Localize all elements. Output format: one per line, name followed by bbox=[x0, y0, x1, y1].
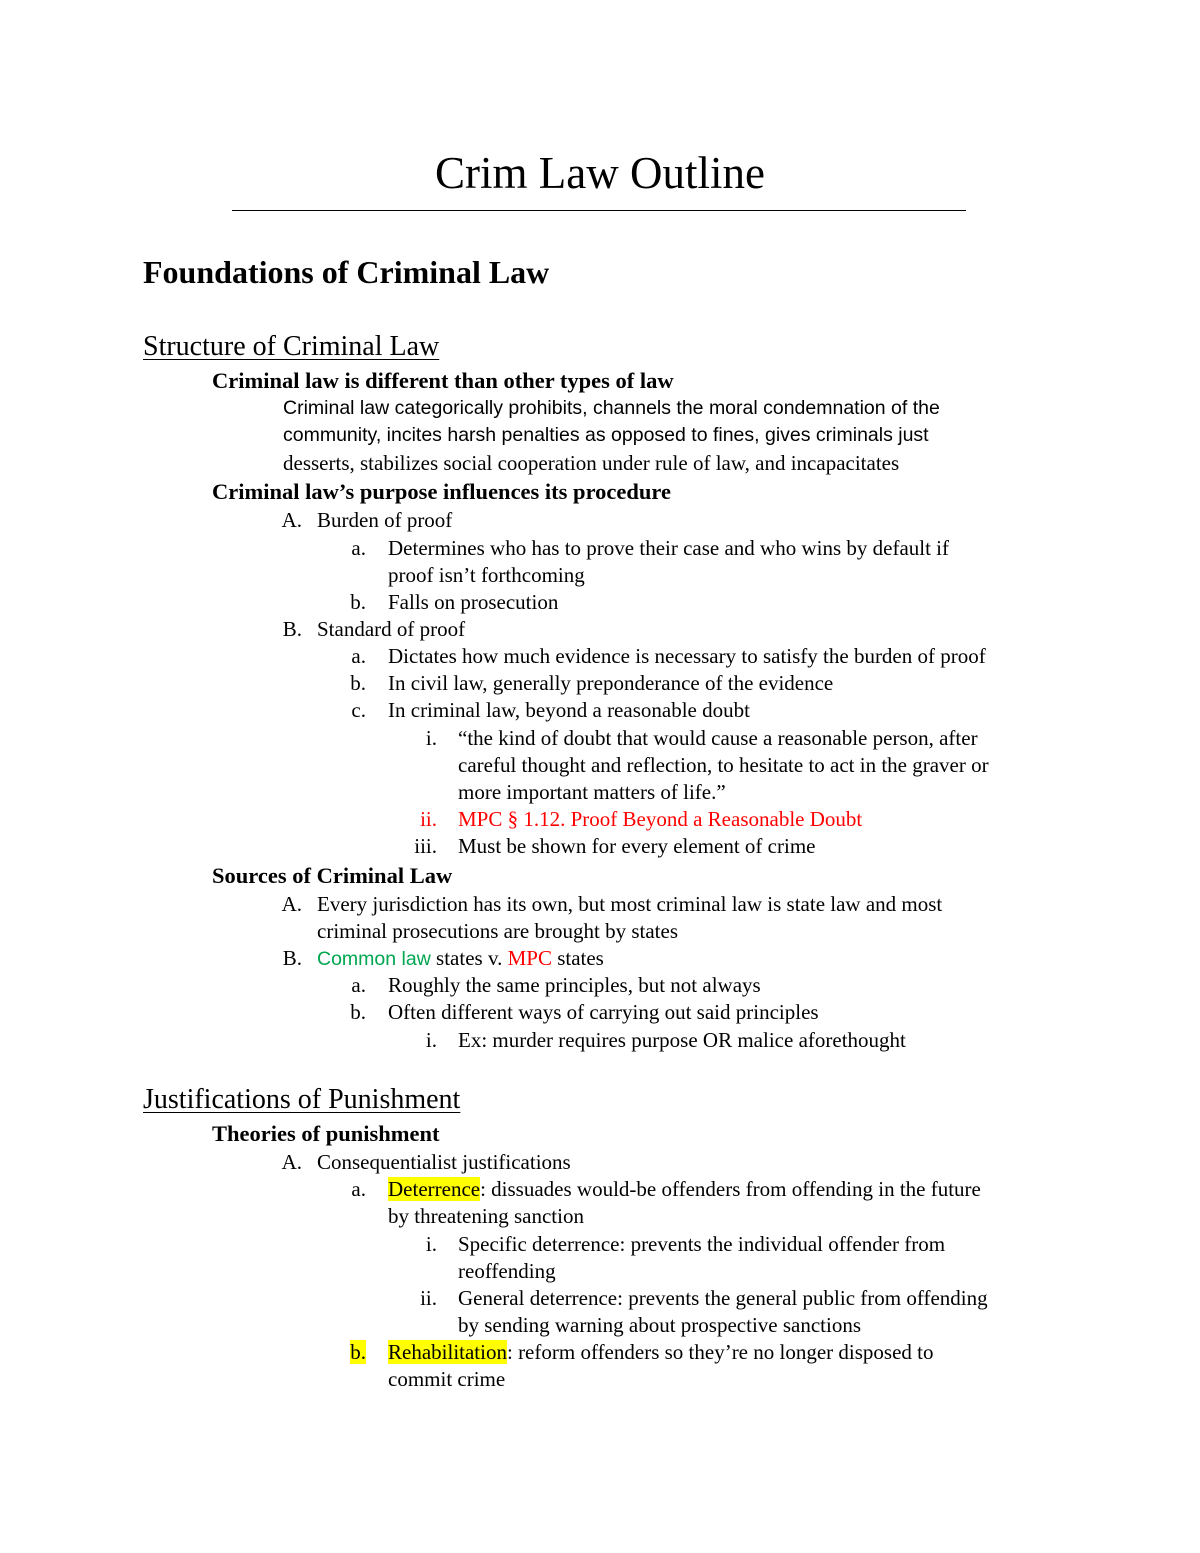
document-title: Crim Law Outline bbox=[435, 148, 765, 198]
list-item: Falls on prosecution bbox=[388, 590, 559, 614]
highlighted-term: Rehabilitation bbox=[388, 1340, 507, 1364]
list-item: Often different ways of carrying out said principles bbox=[388, 1000, 819, 1024]
list-item-continuation: criminal prosecutions are brought by states bbox=[317, 919, 678, 943]
list-item: Dictates how much evidence is necessary to satisfy the burden of proof bbox=[388, 644, 986, 668]
list-item-mpc-reference: MPC § 1.12. Proof Beyond a Reasonable Doubt bbox=[458, 807, 863, 831]
list-marker bbox=[326, 1339, 366, 1366]
list-item: In civil law, generally preponderance of the evidence bbox=[388, 671, 834, 695]
list-marker: b. bbox=[350, 1000, 366, 1024]
title-divider bbox=[232, 210, 966, 211]
list-marker: b. bbox=[350, 671, 366, 695]
list-marker: b. bbox=[350, 590, 366, 614]
list-item-continuation: more important matters of life.” bbox=[458, 780, 726, 804]
list-item-continuation: by sending warning about prospective sanctions bbox=[458, 1313, 861, 1337]
list-item: In criminal law, beyond a reasonable doubt bbox=[388, 698, 750, 722]
section-heading-foundations: Foundations of Criminal Law bbox=[143, 254, 550, 290]
definition-text: : dissuades would-be offenders from offending in the future bbox=[480, 1177, 981, 1201]
list-marker: a. bbox=[351, 536, 366, 560]
connector-text: states bbox=[551, 946, 604, 970]
list-marker: A. bbox=[281, 892, 302, 916]
highlighted-marker: b. bbox=[350, 1340, 366, 1364]
list-item: Roughly the same principles, but not always bbox=[388, 973, 761, 997]
list-marker: A. bbox=[281, 1150, 302, 1174]
list-marker: a. bbox=[351, 1177, 366, 1201]
list-marker: a. bbox=[351, 973, 366, 997]
list-item-common-law-vs-mpc bbox=[317, 945, 604, 973]
subsection-heading-justifications: Justifications of Punishment bbox=[143, 1084, 461, 1115]
list-item: Ex: murder requires purpose OR malice aforethought bbox=[458, 1028, 906, 1052]
connector-text: states v. bbox=[430, 946, 508, 970]
list-marker: iii. bbox=[414, 834, 437, 858]
list-item-rehabilitation bbox=[388, 1339, 934, 1366]
topic-heading-sources: Sources of Criminal Law bbox=[212, 863, 453, 888]
list-marker: c. bbox=[351, 698, 366, 722]
list-item-continuation: careful thought and reflection, to hesitate to act in the graver or bbox=[458, 753, 989, 777]
mpc-term: MPC bbox=[507, 946, 552, 970]
paragraph-line: community, incites harsh penalties as opposed to fines, gives criminals just bbox=[283, 424, 929, 446]
list-marker: B. bbox=[282, 946, 302, 970]
list-marker: i. bbox=[425, 1028, 437, 1052]
subsection-heading-structure: Structure of Criminal Law bbox=[143, 331, 440, 362]
list-item: Determines who has to prove their case and who wins by default if bbox=[388, 536, 950, 560]
list-marker: B. bbox=[282, 617, 302, 641]
list-item-burden-of-proof: Burden of proof bbox=[317, 508, 453, 532]
list-item-continuation: commit crime bbox=[388, 1367, 506, 1391]
topic-heading-purpose: Criminal law’s purpose influences its procedure bbox=[212, 479, 671, 504]
topic-heading-theories: Theories of punishment bbox=[212, 1121, 440, 1146]
highlighted-term: Deterrence bbox=[388, 1177, 481, 1201]
list-item-continuation: proof isn’t forthcoming bbox=[388, 563, 585, 587]
list-item: Consequentialist justifications bbox=[317, 1150, 571, 1174]
list-marker: i. bbox=[425, 726, 437, 750]
paragraph-line: Criminal law categorically prohibits, channels the moral condemnation of the bbox=[283, 397, 940, 419]
list-item: Must be shown for every element of crime bbox=[458, 834, 816, 858]
list-item: General deterrence: prevents the general public from offending bbox=[458, 1286, 988, 1310]
common-law-term: Common law bbox=[317, 948, 431, 970]
definition-text: : reform offenders so they’re no longer disposed to bbox=[506, 1340, 934, 1364]
list-item-deterrence bbox=[388, 1176, 981, 1203]
list-item: Every jurisdiction has its own, but most criminal law is state law and most bbox=[317, 892, 943, 916]
list-marker: a. bbox=[351, 644, 366, 668]
list-marker: i. bbox=[425, 1232, 437, 1256]
paragraph-line: desserts, stabilizes social cooperation under rule of law, and incapacitates bbox=[283, 451, 900, 475]
list-item-continuation: reoffending bbox=[458, 1259, 556, 1283]
list-item-continuation: by threatening sanction bbox=[388, 1204, 584, 1228]
list-marker: ii. bbox=[420, 807, 437, 831]
list-item-quote: “the kind of doubt that would cause a reasonable person, after bbox=[458, 726, 978, 750]
list-marker: A. bbox=[281, 508, 302, 532]
topic-heading-different: Criminal law is different than other types of law bbox=[212, 368, 674, 393]
list-item: Specific deterrence: prevents the individual offender from bbox=[458, 1232, 946, 1256]
list-item-standard-of-proof: Standard of proof bbox=[317, 617, 466, 641]
list-marker: ii. bbox=[420, 1286, 437, 1310]
